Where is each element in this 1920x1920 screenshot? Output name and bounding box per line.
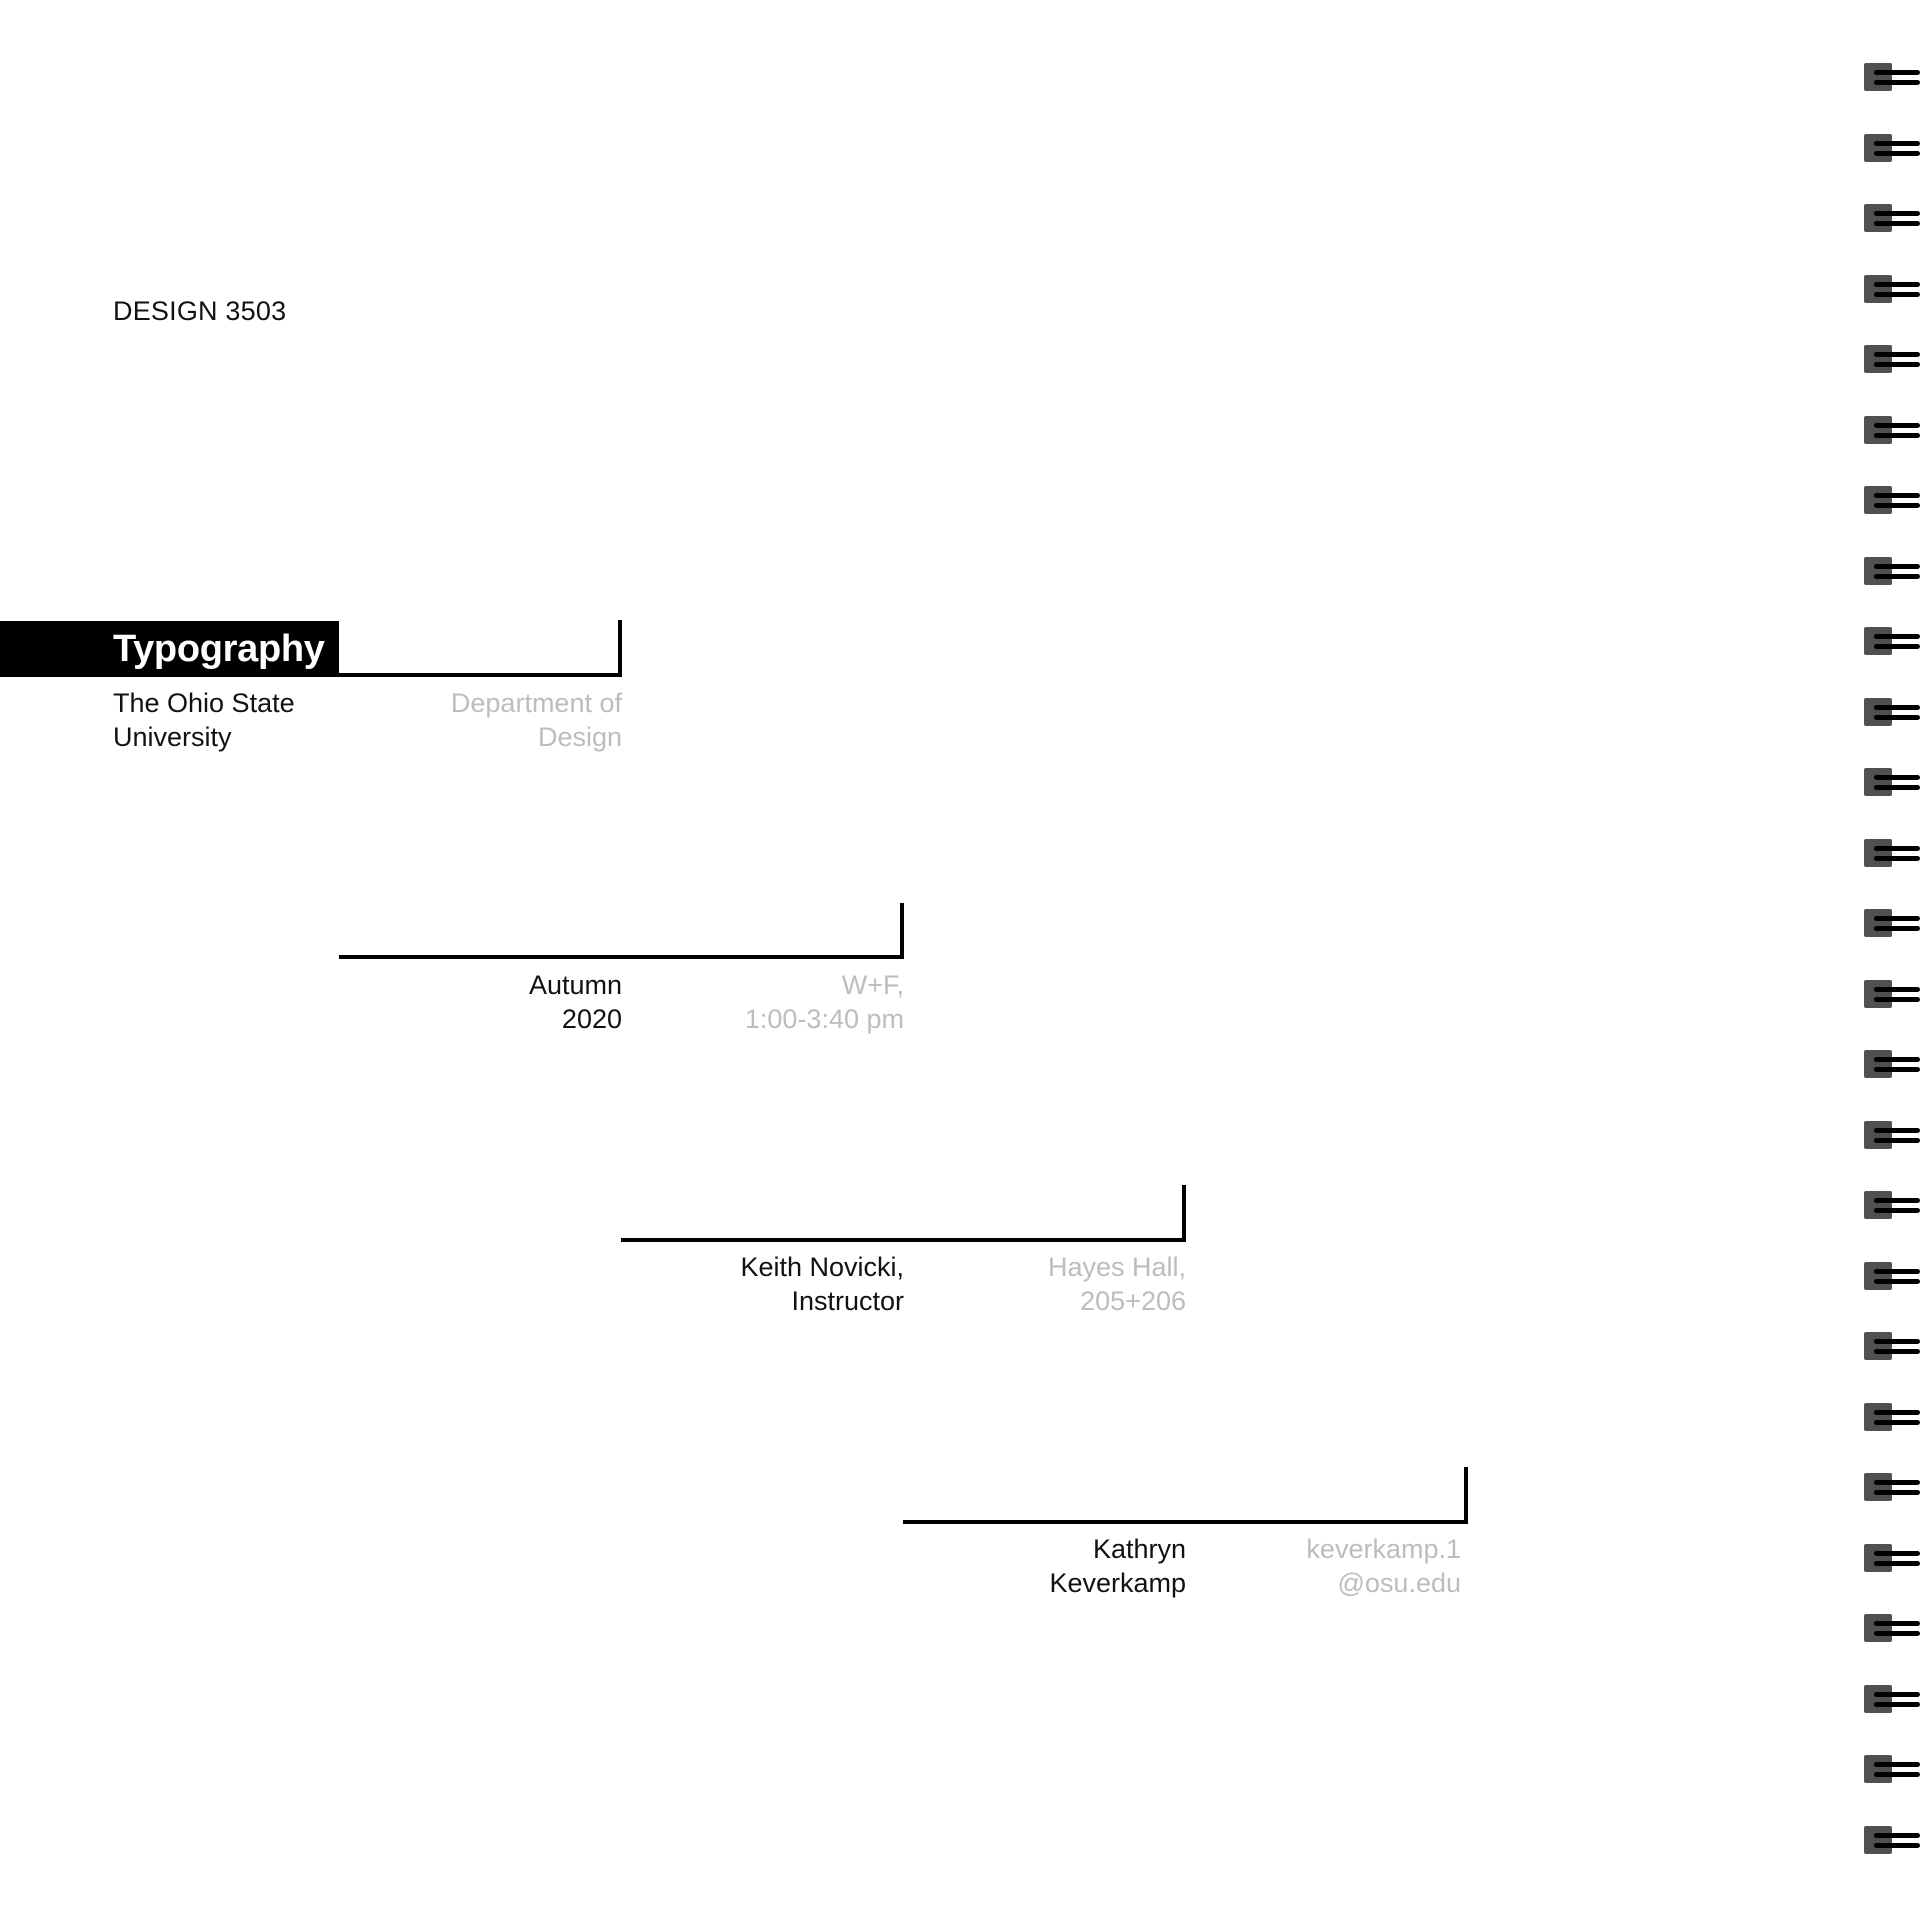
binding-wire: [1874, 846, 1920, 851]
binding-hole: [1864, 1332, 1892, 1360]
binding-wire: [1874, 1480, 1920, 1485]
binding-wire: [1874, 282, 1920, 287]
binding-wire: [1874, 785, 1920, 790]
binding-wire: [1874, 987, 1920, 992]
binding-wire: [1874, 1621, 1920, 1626]
binding-wire: [1874, 1279, 1920, 1284]
instructor-line-1: Keith Novicki,: [740, 1252, 904, 1282]
binding-ring: [1860, 345, 1920, 375]
binding-wire: [1874, 141, 1920, 146]
bracket-university: [339, 620, 622, 677]
binding-wire: [1874, 775, 1920, 780]
bracket-term: [339, 903, 904, 959]
binding-wire: [1874, 1772, 1920, 1777]
binding-wire: [1874, 1702, 1920, 1707]
binding-hole: [1864, 486, 1892, 514]
instructor-line-2: Instructor: [791, 1286, 904, 1316]
binding-hole: [1864, 980, 1892, 1008]
binding-wire: [1874, 221, 1920, 226]
binding-wire: [1874, 151, 1920, 156]
classroom-location: [1048, 1250, 1186, 1318]
course-code: DESIGN 3503: [113, 296, 287, 326]
binding-wire: [1874, 1198, 1920, 1203]
binding-ring: [1860, 1332, 1920, 1362]
department-name-line-1: Department of: [450, 688, 622, 718]
department-name-line-2: Design: [537, 722, 622, 752]
binding-hole: [1864, 1755, 1892, 1783]
binding-hole: [1864, 1191, 1892, 1219]
binding-hole: [1864, 1121, 1892, 1149]
university-name-line-1: The Ohio State: [113, 688, 295, 718]
binding-hole: [1864, 909, 1892, 937]
binding-wire: [1874, 1208, 1920, 1213]
author-email-line-1: keverkamp.1: [1306, 1534, 1461, 1564]
term: [529, 968, 622, 1036]
binding-ring: [1860, 486, 1920, 516]
binding-wire: [1874, 916, 1920, 921]
binding-ring: [1860, 627, 1920, 657]
binding-wire: [1874, 1410, 1920, 1415]
binding-ring: [1860, 839, 1920, 869]
binding-ring: [1860, 134, 1920, 164]
binding-hole: [1864, 1050, 1892, 1078]
binding-wire: [1874, 211, 1920, 216]
binding-hole: [1864, 1473, 1892, 1501]
binding-hole: [1864, 1262, 1892, 1290]
binding-wire: [1874, 1057, 1920, 1062]
binding-wire: [1874, 997, 1920, 1002]
term-line-1: Autumn: [528, 970, 622, 1000]
binding-wire: [1874, 423, 1920, 428]
binding-hole: [1864, 275, 1892, 303]
binding-hole: [1864, 134, 1892, 162]
classroom-location-line-1: Hayes Hall,: [1047, 1252, 1186, 1282]
binding-ring: [1860, 1262, 1920, 1292]
binding-wire: [1874, 1631, 1920, 1636]
author-name-line-2: Keverkamp: [1049, 1568, 1186, 1598]
binding-hole: [1864, 839, 1892, 867]
bracket-instructor: [621, 1185, 1186, 1242]
binding-hole: [1864, 345, 1892, 373]
binding-wire: [1874, 926, 1920, 931]
binding-hole: [1864, 1826, 1892, 1854]
binding-hole: [1864, 1403, 1892, 1431]
class-schedule: [745, 968, 904, 1036]
university-name-line-2: University: [113, 722, 232, 752]
binding-wire: [1874, 433, 1920, 438]
binding-wire: [1874, 1067, 1920, 1072]
binding-ring: [1860, 698, 1920, 728]
binding-ring: [1860, 1121, 1920, 1151]
university-name: [113, 686, 295, 754]
binding-hole: [1864, 557, 1892, 585]
binding-ring: [1860, 1755, 1920, 1785]
binding-ring: [1860, 1544, 1920, 1574]
binding-wire: [1874, 1269, 1920, 1274]
binding-wire: [1874, 715, 1920, 720]
course-title: Typography: [113, 628, 325, 670]
binding-wire: [1874, 1561, 1920, 1566]
binding-hole: [1864, 416, 1892, 444]
binding-hole: [1864, 63, 1892, 91]
binding-hole: [1864, 1614, 1892, 1642]
binding-wire: [1874, 1349, 1920, 1354]
binding-hole: [1864, 204, 1892, 232]
binding-wire: [1874, 1551, 1920, 1556]
binding-wire: [1874, 362, 1920, 367]
author-email: [1306, 1532, 1461, 1600]
department-name: [451, 686, 622, 754]
class-schedule-line-2: 1:00-3:40 pm: [744, 1004, 904, 1034]
binding-ring: [1860, 557, 1920, 587]
bracket-author: [903, 1467, 1468, 1524]
binding-wire: [1874, 493, 1920, 498]
binding-wire: [1874, 856, 1920, 861]
binding-ring: [1860, 909, 1920, 939]
binding-ring: [1860, 1826, 1920, 1856]
binding-wire: [1874, 574, 1920, 579]
author-name: [1049, 1532, 1186, 1600]
binding-ring: [1860, 1050, 1920, 1080]
binding-ring: [1860, 275, 1920, 305]
binding-wire: [1874, 644, 1920, 649]
binding-wire: [1874, 70, 1920, 75]
binding-ring: [1860, 1614, 1920, 1644]
binding-wire: [1874, 1833, 1920, 1838]
binding-hole: [1864, 627, 1892, 655]
binding-wire: [1874, 1490, 1920, 1495]
binding-wire: [1874, 80, 1920, 85]
binding-wire: [1874, 1128, 1920, 1133]
term-line-2: 2020: [561, 1004, 622, 1034]
binding-wire: [1874, 705, 1920, 710]
class-schedule-line-1: W+F,: [841, 970, 904, 1000]
binding-ring: [1860, 1191, 1920, 1221]
classroom-location-line-2: 205+206: [1080, 1286, 1186, 1316]
binding-wire: [1874, 1762, 1920, 1767]
author-name-line-1: Kathryn: [1092, 1534, 1186, 1564]
binding-ring: [1860, 1473, 1920, 1503]
binding-wire: [1874, 564, 1920, 569]
binding-wire: [1874, 634, 1920, 639]
binding-wire: [1874, 1339, 1920, 1344]
binding-ring: [1860, 768, 1920, 798]
binding-hole: [1864, 698, 1892, 726]
binding-hole: [1864, 1544, 1892, 1572]
binding-wire: [1874, 1843, 1920, 1848]
author-email-line-2: @osu.edu: [1337, 1568, 1461, 1598]
binding-hole: [1864, 1685, 1892, 1713]
binding-hole: [1864, 768, 1892, 796]
binding-wire: [1874, 352, 1920, 357]
binding-ring: [1860, 204, 1920, 234]
binding-ring: [1860, 416, 1920, 446]
binding-ring: [1860, 63, 1920, 93]
binding-ring: [1860, 1685, 1920, 1715]
binding-wire: [1874, 503, 1920, 508]
binding-wire: [1874, 1692, 1920, 1697]
binding-wire: [1874, 292, 1920, 297]
instructor: [740, 1250, 904, 1318]
binding-ring: [1860, 980, 1920, 1010]
spiral-binding-icon: [1860, 0, 1920, 1920]
binding-ring: [1860, 1403, 1920, 1433]
binding-wire: [1874, 1420, 1920, 1425]
binding-wire: [1874, 1138, 1920, 1143]
